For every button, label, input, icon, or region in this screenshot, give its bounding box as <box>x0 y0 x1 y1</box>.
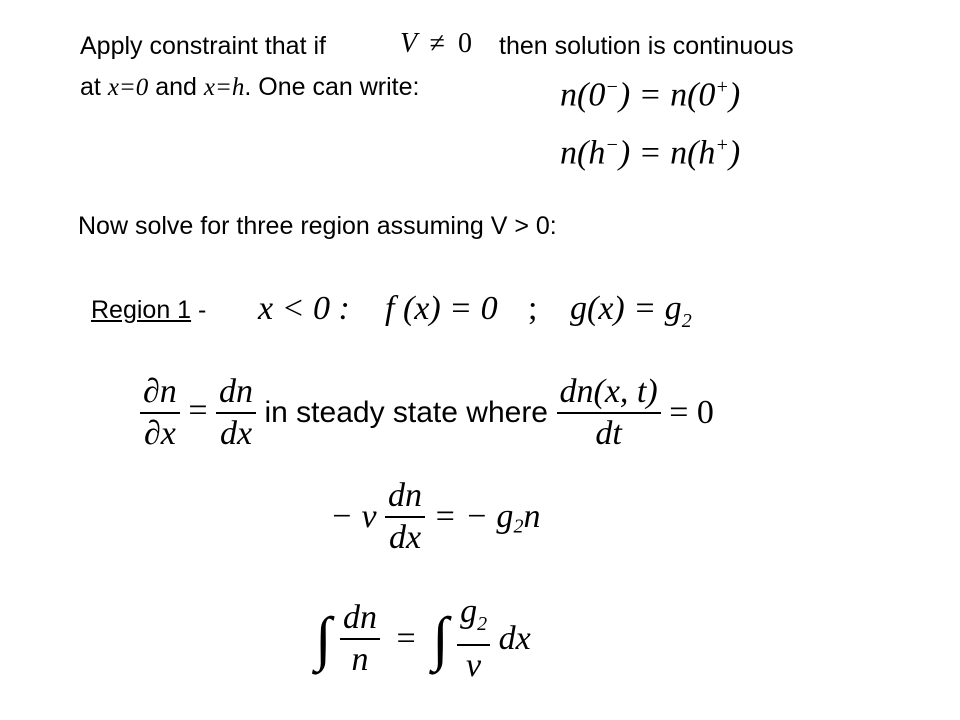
partial-num: ∂n <box>143 373 177 410</box>
eq1-lhs: n(0 <box>560 76 606 114</box>
intro-line1-post: then solution is continuous <box>499 32 794 60</box>
ode-sub: 2 <box>513 515 524 538</box>
steady-eq-sign: = <box>188 391 208 429</box>
time-fraction <box>557 372 661 454</box>
partial-fraction <box>140 372 180 454</box>
eq2-end: ) <box>728 134 741 172</box>
region1-f-equation: f (x) = 0 <box>385 290 498 327</box>
eq2-mid: ) = n(h <box>618 134 716 172</box>
region1-dash: - <box>198 296 207 324</box>
region1-heading <box>91 295 206 325</box>
integral-eq-sign: = <box>396 619 416 657</box>
time-den: dt <box>595 415 622 452</box>
intro-xh: x=h <box>203 74 245 101</box>
region1-separator: ; <box>528 290 538 327</box>
cond-zero: 0 <box>457 28 472 59</box>
ode-n: n <box>523 498 541 535</box>
int-right-gsub: 2 <box>477 612 488 635</box>
ode-fraction <box>385 476 425 558</box>
intro-line1-pre: Apply constraint that if <box>80 32 326 60</box>
total-den: dx <box>219 415 253 452</box>
ode-rhs: = − g <box>433 498 514 535</box>
int-dx: dx <box>498 619 531 657</box>
g-sub: 2 <box>681 309 692 332</box>
ode-num: dn <box>388 477 423 514</box>
integral-sign-right: ∫ <box>432 605 449 672</box>
integral-right-fraction <box>457 592 490 686</box>
int-right-v: v <box>466 646 482 684</box>
eq1-mid: ) = n(0 <box>618 76 716 114</box>
cond-neq: ≠ <box>429 28 445 59</box>
partial-den: ∂x <box>143 415 176 452</box>
intro-post: . One can write: <box>244 73 420 101</box>
int-left-den: n <box>351 640 369 678</box>
int-left-num: dn <box>342 598 377 636</box>
eq1-rsup: + <box>715 76 729 98</box>
eq2-lhs: n(h <box>560 134 606 172</box>
eq1-end: ) <box>728 76 741 114</box>
integral-left-fraction <box>340 598 380 680</box>
region1-g-equation <box>570 290 692 333</box>
total-fraction <box>216 372 256 454</box>
g-lhs: g(x) = g <box>570 290 682 327</box>
steady-rhs: = 0 <box>669 394 714 431</box>
time-num: dn(x, t) <box>559 373 658 410</box>
continuity-eq-2 <box>560 134 740 172</box>
eq2-rsup: + <box>715 134 729 156</box>
intro-x0: x=0 <box>107 74 149 101</box>
steady-text: in steady state where <box>264 396 548 429</box>
total-num: dn <box>219 373 253 410</box>
intro-and: and <box>155 73 197 101</box>
intro-at: at <box>80 73 101 101</box>
ode-lhs: − v <box>330 498 377 535</box>
ode-den: dx <box>389 519 422 556</box>
region1-condition: x < 0 : <box>258 290 350 327</box>
integral-equation <box>315 592 531 686</box>
eq1-lsup: − <box>605 76 619 98</box>
continuity-eq-1 <box>560 76 740 114</box>
region1-label: Region 1 <box>91 296 192 324</box>
int-right-g: g <box>460 593 478 630</box>
ode-equation <box>330 476 540 558</box>
steady-state-equation <box>140 372 714 454</box>
now-solve-text: Now solve for three region assuming V > 0: <box>78 212 557 240</box>
eq2-lsup: − <box>605 134 619 156</box>
intro-line2 <box>80 72 419 103</box>
cond-V: V <box>400 28 417 59</box>
condition-formula <box>400 29 472 59</box>
integral-sign-left: ∫ <box>315 605 332 672</box>
